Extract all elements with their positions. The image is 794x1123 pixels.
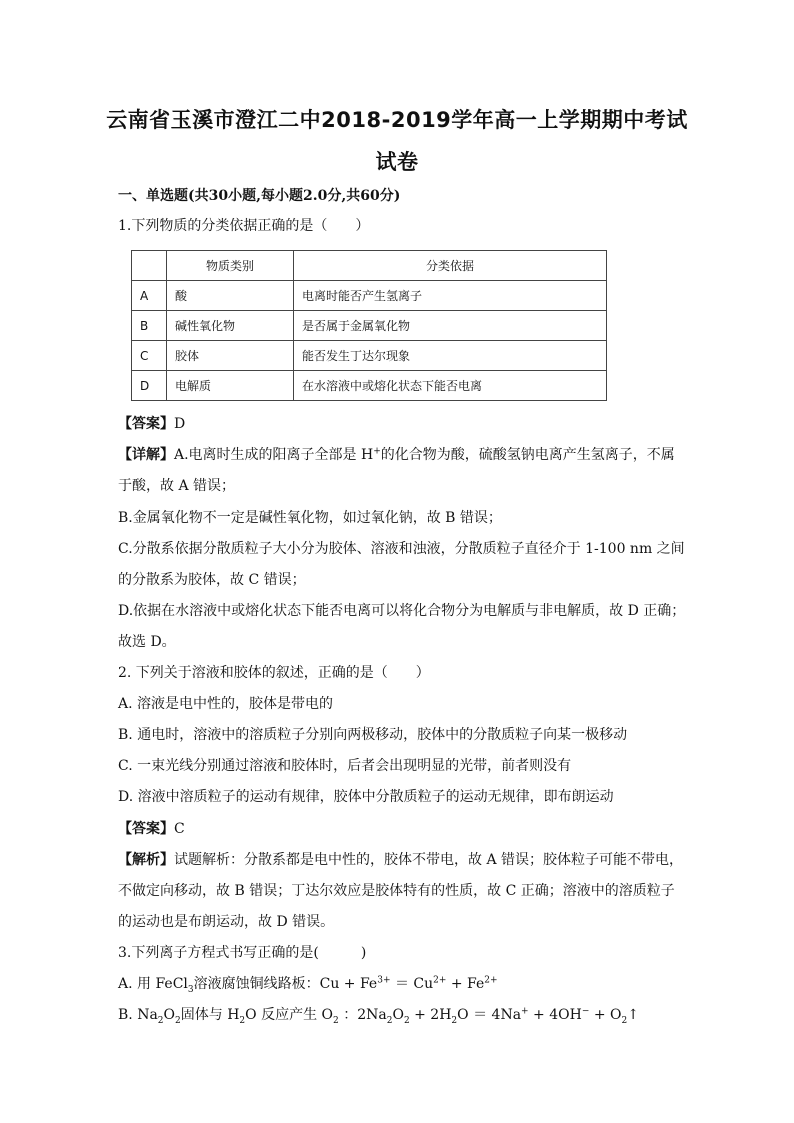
analysis-text: 试题解析：分散系都是电中性的，胶体不带电，故 A 错误；胶体粒子可能不带电， <box>174 852 684 868</box>
table-row <box>132 341 607 371</box>
question-1-answer <box>118 414 185 434</box>
question-2-analysis <box>118 850 683 870</box>
superscript: + <box>373 446 381 457</box>
subscript: 3 <box>187 984 194 995</box>
table-cell-index: C <box>132 341 167 371</box>
table-cell-category: 碱性氧化物 <box>167 311 294 341</box>
superscript: 3+ <box>377 975 391 986</box>
answer-value: D <box>174 416 186 432</box>
table-header-row <box>132 251 607 281</box>
option-text: O <box>163 1007 176 1023</box>
option-text: + 2H <box>409 1007 452 1023</box>
answer-label: 【答案】 <box>118 416 174 432</box>
table-cell-index: B <box>132 311 167 341</box>
table-cell-basis: 是否属于金属氧化物 <box>294 311 607 341</box>
subscript: 2 <box>333 1015 339 1026</box>
answer-value: C <box>174 821 185 837</box>
question-1-stem: 1.下列物质的分类依据正确的是（ ） <box>118 218 370 234</box>
option-text: B. Na <box>118 1007 158 1023</box>
question-2-analysis-cont: 不做定向移动，故 B 错误；丁达尔效应是胶体特有的性质，故 C 正确；溶液中的溶质粒子 <box>118 883 675 899</box>
table-header-cell: 分类依据 <box>294 251 607 281</box>
table-row <box>132 281 607 311</box>
table-cell-basis: 能否发生丁达尔现象 <box>294 341 607 371</box>
analysis-label: 【解析】 <box>118 852 174 868</box>
page-title: 云南省玉溪市澄江二中2018-2019学年高一上学期期中考试 <box>106 108 688 132</box>
subscript: 2 <box>239 1015 246 1026</box>
question-2-analysis-end: 的运动也是布朗运动，故 D 错误。 <box>118 914 335 930</box>
option-text: 固体与 H <box>180 1007 240 1023</box>
detail-text: 的化合物为酸，硫酸氢钠电离产生氢离子，不属 <box>380 447 675 463</box>
option-text: O 反应产生 O <box>245 1007 334 1023</box>
option-text: 溶液腐蚀铜线路板：Cu + Fe <box>193 976 378 992</box>
table-header-cell <box>132 251 167 281</box>
subscript: 2 <box>403 1015 410 1026</box>
option-text: + O <box>589 1007 622 1023</box>
table-cell-basis: 电离时能否产生氢离子 <box>294 281 607 311</box>
table-cell-index: D <box>132 371 167 401</box>
classification-table <box>131 250 607 401</box>
option-text: O <box>392 1007 404 1023</box>
question-1-detail-c: C.分散系依据分散质粒子大小分为胶体、溶液和浊液，分散质粒子直径介于 1-100 nm 之间 <box>118 541 685 557</box>
question-2-option-a: A. 溶液是电中性的，胶体是带电的 <box>118 696 334 712</box>
question-2-stem: 2. 下列关于溶液和胶体的叙述，正确的是（ ） <box>118 665 430 681</box>
answer-label: 【答案】 <box>118 821 174 837</box>
question-2-option-c: C. 一束光线分别通过溶液和胶体时，后者会出现明显的光带，前者则没有 <box>118 758 572 774</box>
superscript: + <box>521 1006 529 1017</box>
question-3-option-b <box>118 1005 639 1025</box>
superscript: 2+ <box>484 975 498 986</box>
detail-text: A.电离时生成的阳离子全部是 H <box>174 447 374 463</box>
question-1-detail-b: B.金属氧化物不一定是碱性氧化物，如过氧化钠，故 B 错误； <box>118 510 502 526</box>
question-3-stem: 3.下列离子方程式书写正确的是( ) <box>118 945 367 961</box>
superscript: 2+ <box>433 975 447 986</box>
detail-label: 【详解】 <box>118 447 174 463</box>
table-row <box>132 311 607 341</box>
option-text: A. 用 FeCl <box>118 976 188 992</box>
subscript: 2 <box>386 1015 393 1026</box>
question-1-detail-a <box>118 445 675 465</box>
option-text: + 4OH <box>528 1007 582 1023</box>
question-2-option-b: B. 通电时，溶液中的溶质粒子分别向两极移动，胶体中的分散质粒子向某一极移动 <box>118 727 628 743</box>
question-1-conclusion: 故选 D。 <box>118 634 176 650</box>
question-2-answer <box>118 819 185 839</box>
superscript: − <box>581 1006 590 1017</box>
option-text: + Fe <box>446 976 485 992</box>
subscript: 2 <box>621 1015 628 1026</box>
table-cell-category: 电解质 <box>167 371 294 401</box>
subscript: 2 <box>451 1015 458 1026</box>
table-cell-index: A <box>132 281 167 311</box>
table-cell-basis: 在水溶液中或熔化状态下能否电离 <box>294 371 607 401</box>
subscript: 2 <box>157 1015 164 1026</box>
question-2-option-d: D. 溶液中溶质粒子的运动有规律，胶体中分散质粒子的运动无规律，即布朗运动 <box>118 789 614 805</box>
question-1-detail-d: D.依据在水溶液中或熔化状态下能否电离可以将化合物分为电解质与非电解质，故 D 正确； <box>118 603 686 619</box>
question-3-option-a <box>118 974 498 994</box>
option-text: ↑ <box>627 1007 639 1023</box>
option-text: ：2Na <box>338 1007 387 1023</box>
question-1-detail-a-cont: 于酸，故 A 错误； <box>118 478 236 494</box>
subscript: 2 <box>175 1015 181 1026</box>
question-1-detail-c-cont: 的分散系为胶体，故 C 错误； <box>118 572 306 588</box>
table-header-cell: 物质类别 <box>167 251 294 281</box>
table-cell-category: 酸 <box>167 281 294 311</box>
table-cell-category: 胶体 <box>167 341 294 371</box>
option-text: O ＝ 4Na <box>457 1007 522 1023</box>
section-heading: 一、单选题(共30小题,每小题2.0分,共60分) <box>118 188 401 204</box>
page-title-continued: 试卷 <box>375 150 419 174</box>
option-text: ＝ Cu <box>390 976 434 992</box>
table-row <box>132 371 607 401</box>
